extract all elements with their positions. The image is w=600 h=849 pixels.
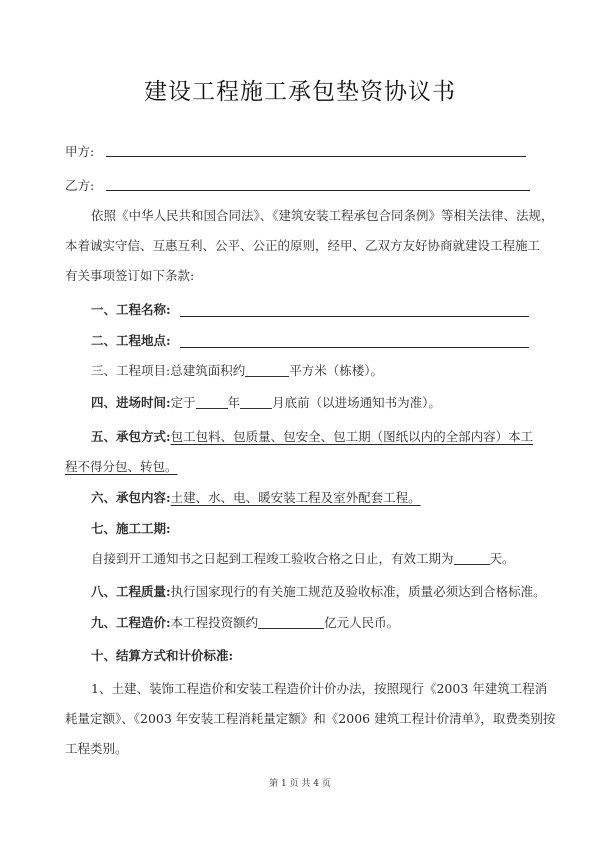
party-b-label: 乙方: [65,178,95,193]
year-blank[interactable] [196,396,228,409]
intro-line-1: 依照《中华人民共和国合同法》、《建筑安装工程承包合同条例》等相关法律、法规， [91,208,554,223]
section-8-row [91,583,546,601]
section-7-text-post: 天。 [489,551,515,566]
section-9-row [91,614,399,632]
document-title: 建设工程施工承包垫资协议书 [144,79,456,105]
para1-line-2: 耗量定额》、《2003 年安装工程消耗量定额》和《2006 建筑工程计价清单》，取费类别按 [65,711,556,726]
section-4-label: 四、进场时间: [91,395,171,410]
section-6-label: 六、承包内容: [91,490,171,505]
section-4-p3: 月底前（以进场通知书为准）。 [272,395,441,410]
section-4-p1: 定于 [170,395,196,410]
section-3-row [91,362,383,380]
investment-blank[interactable] [258,616,324,629]
section-8-label: 八、工程质量: [91,584,171,599]
para1-line-3: 工程类别。 [65,741,128,756]
section-7-label: 七、施工工期: [91,521,171,536]
section-5-text-2: 程不得分包、转包。 [65,459,178,474]
section-9-label: 九、工程造价: [91,615,171,630]
party-a-blank[interactable] [106,156,526,157]
section-9-post: 亿元人民币。 [324,615,400,630]
page-footer: 第 1 页 共 4 页 [269,779,331,789]
section-6-row [91,489,421,507]
section-5-text-1: 包工包料、包质量、包安全、包工期（图纸以内的全部内容）本工 [170,429,534,444]
project-location-blank[interactable] [180,347,529,348]
section-8-text: 执行国家现行的有关施工规范及验收标准，质量必须达到合格标准。 [170,584,546,599]
section-3-pre: 总建筑面积约 [170,363,246,378]
party-a-label: 甲方: [65,144,95,159]
section-1-label: 一、工程名称: [91,302,171,317]
duration-blank[interactable] [454,552,490,565]
section-5-row [91,428,533,446]
section-3-label: 三、工程项目: [91,363,171,378]
section-5-label: 五、承包方式: [91,429,171,444]
intro-line-2: 本着诚实守信、互惠互利、公平、公正的原则，经甲、乙双方友好协商就建设工程施工 [65,238,541,253]
section-3-post: 平方米（栋楼）。 [289,363,383,378]
section-9-pre: 本工程投资额约 [170,615,259,630]
intro-line-3: 有关事项签订如下条款: [65,268,195,283]
section-7-text [91,550,515,568]
month-blank[interactable] [240,396,272,409]
party-b-blank[interactable] [106,190,530,191]
section-2-label: 二、工程地点: [91,333,171,348]
section-4-row [91,394,441,412]
area-blank[interactable] [245,364,289,377]
section-7-text-pre: 自接到开工通知书之日起到工程竣工验收合格之日止，有效工期为 [91,551,454,566]
project-name-blank[interactable] [180,316,529,317]
section-6-text: 土建、水、电、暖安装工程及室外配套工程。 [170,490,421,505]
section-10-label: 十、结算方式和计价标准: [91,648,234,663]
section-4-p2: 年 [227,395,241,410]
para1-line-1: 1、土建、装饰工程造价和安装工程造价计价办法，按照现行《2003 年建筑工程消 [91,681,548,696]
